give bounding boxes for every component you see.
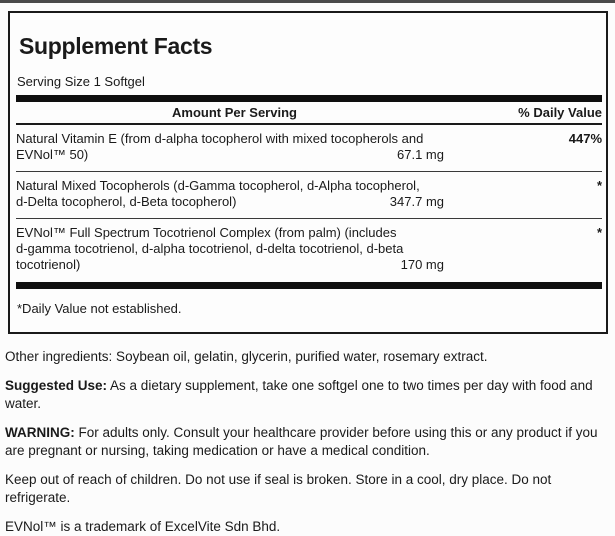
amount-per-serving-header: Amount Per Serving — [172, 105, 297, 120]
warning — [5, 424, 605, 460]
nutrient-name-line: d-gamma tocotrienol, d-alpha tocotrienol, d-delta tocotrienol, d-beta — [16, 241, 404, 256]
daily-value: * — [596, 178, 602, 193]
daily-value: * — [596, 225, 602, 240]
panel-title: Supplement Facts — [19, 33, 213, 59]
suggested-use-label: Suggested Use: — [5, 378, 108, 393]
daily-value: 447% — [568, 131, 602, 146]
additional-info — [5, 348, 605, 536]
warning-label: WARNING: — [5, 425, 75, 440]
suggested-use — [5, 377, 605, 413]
table-header — [16, 102, 602, 125]
nutrient-name-line: EVNol™ Full Spectrum Tocotrienol Complex (from palm) (includes — [16, 225, 397, 240]
trademark-notice: EVNol™ is a trademark of ExcelVite Sdn Bhd. — [5, 519, 281, 534]
nutrient-name-line: Natural Mixed Tocopherols (d-Gamma tocopherol, d-Alpha tocopherol, — [16, 178, 420, 193]
nutrient-name-continued: tocotrienol) — [16, 257, 81, 272]
amount-value: 347.7 mg — [389, 194, 444, 209]
other-ingredients: Other ingredients: Soybean oil, gelatin, glycerin, purified water, rosemary extract. — [5, 349, 488, 364]
amount-value: 67.1 mg — [397, 147, 444, 162]
warning-text: For adults only. Consult your healthcare provider before using this or any product if you are pregnant or nursing, taking medication or have a medical condition. — [5, 425, 598, 458]
daily-value-header: % Daily Value — [518, 105, 602, 120]
nutrient-row-vitamin-e — [16, 125, 602, 172]
daily-value-footnote: *Daily Value not established. — [17, 301, 182, 316]
thick-divider-bottom — [16, 282, 602, 289]
amount-value: 170 mg — [400, 257, 444, 272]
nutrient-row-tocotrienol-complex — [16, 219, 602, 282]
nutrient-name-line — [16, 194, 602, 210]
nutrient-name-line — [16, 257, 602, 273]
thick-divider-top — [16, 95, 602, 102]
nutrient-name-line — [16, 147, 602, 163]
supplement-facts-panel — [8, 11, 608, 334]
nutrient-row-mixed-tocopherols — [16, 172, 602, 219]
serving-size: Serving Size 1 Softgel — [17, 74, 145, 89]
suggested-use-text: As a dietary supplement, take one softgel one to two times per day with food and water. — [5, 378, 593, 411]
nutrient-name-continued: EVNol™ 50) — [16, 147, 89, 162]
nutrient-name-line: Natural Vitamin E (from d-alpha tocopherol with mixed tocopherols and — [16, 131, 424, 146]
storage-instructions: Keep out of reach of children. Do not use if seal is broken. Store in a cool, dry place. Do not refrigerate. — [5, 472, 552, 505]
nutrient-name-continued: d-Delta tocopherol, d-Beta tocopherol) — [16, 194, 237, 209]
